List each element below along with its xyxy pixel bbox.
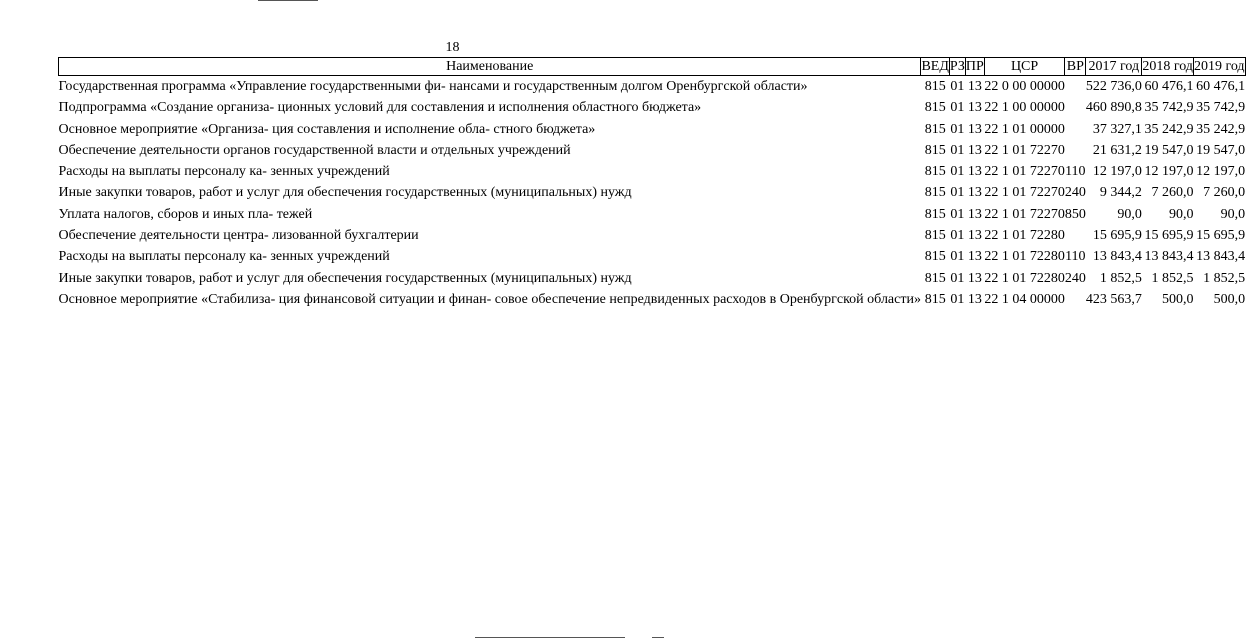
row-ved: 815	[924, 206, 946, 222]
row-2019: 13 843,4	[1196, 249, 1246, 265]
row-pr: 13	[967, 79, 982, 94]
row-pr: 13	[967, 121, 982, 137]
row-2019: 60 476,1	[1196, 79, 1246, 94]
row-vr	[1065, 119, 1086, 140]
row-name: Расходы на выплаты персоналу ка- зенных учреждений	[58, 249, 390, 265]
row-pr: 13	[967, 291, 982, 307]
row-csr: 22 0 00 00000	[984, 79, 1065, 94]
row-csr: 22 1 01 72270	[984, 206, 1065, 222]
row-2017: 423 563,7	[1085, 291, 1142, 307]
row-2019: 35 242,9	[1196, 121, 1246, 137]
table-row	[59, 119, 1246, 140]
table-row	[59, 76, 1246, 98]
row-2018: 15 695,9	[1144, 228, 1194, 244]
row-2017: 522 736,0	[1085, 79, 1142, 94]
row-name: Государственная программа «Управление государственными фи- нансами и государственным долгом Оренбургской области»	[58, 79, 808, 94]
row-2017: 21 631,2	[1092, 142, 1142, 158]
row-2017: 460 890,8	[1085, 100, 1142, 116]
row-vr: 110	[1065, 164, 1086, 180]
header-2019: 2019 год	[1193, 59, 1245, 74]
row-rz: 01	[950, 185, 965, 201]
row-pr: 13	[967, 100, 982, 116]
table-row	[59, 289, 1246, 310]
row-2018: 35 242,9	[1144, 121, 1194, 137]
row-ved: 815	[924, 121, 946, 137]
row-vr	[1065, 76, 1086, 98]
row-name: Основное мероприятие «Организа- ция составления и исполнение обла- стного бюджета»	[58, 121, 596, 137]
row-ved: 815	[924, 291, 946, 307]
row-ved: 815	[924, 270, 946, 286]
header-ved: ВЕД	[921, 59, 949, 74]
row-csr: 22 1 00 00000	[984, 100, 1065, 116]
row-2019: 7 260,0	[1203, 185, 1246, 201]
row-2019: 19 547,0	[1196, 142, 1246, 158]
row-rz: 01	[950, 270, 965, 286]
row-vr	[1065, 97, 1086, 118]
row-pr: 13	[967, 206, 982, 222]
row-ved: 815	[924, 228, 946, 244]
row-2017: 90,0	[1117, 206, 1142, 222]
table-row	[59, 140, 1246, 161]
row-name: Основное мероприятие «Стабилиза- ция финансовой ситуации и финан- совое обеспечение непредвиденных расходов в Оренбургской области»	[58, 291, 921, 307]
header-2017: 2017 год	[1086, 58, 1142, 76]
row-2019: 15 695,9	[1196, 228, 1246, 244]
header-2018: 2018 год	[1142, 59, 1193, 74]
row-rz: 01	[950, 79, 965, 94]
row-2017: 9 344,2	[1099, 185, 1142, 201]
row-2017: 37 327,1	[1092, 121, 1142, 137]
row-2019: 90,0	[1220, 206, 1246, 222]
row-pr: 13	[967, 142, 982, 158]
row-2018: 7 260,0	[1151, 185, 1194, 201]
row-2017: 1 852,5	[1099, 270, 1142, 286]
row-rz: 01	[950, 206, 965, 222]
row-rz: 01	[950, 249, 965, 265]
row-name: Подпрограмма «Создание организа- ционных условий для составления и исполнения областного бюджета»	[58, 100, 702, 116]
header-vr: ВР	[1066, 59, 1084, 74]
row-2017: 12 197,0	[1092, 164, 1142, 180]
scan-artifact-bottom-right	[652, 637, 664, 638]
row-csr: 22 1 04 00000	[984, 291, 1065, 307]
row-2018: 90,0	[1168, 206, 1194, 222]
table-row	[59, 182, 1246, 203]
table-row	[59, 225, 1246, 246]
table-row	[59, 97, 1246, 118]
row-vr: 110	[1065, 249, 1086, 265]
table-row	[59, 246, 1246, 267]
row-2018: 19 547,0	[1144, 142, 1194, 158]
row-pr: 13	[967, 249, 982, 265]
header-name: Наименование	[59, 58, 921, 76]
row-csr: 22 1 01 72270	[984, 164, 1065, 180]
row-rz: 01	[950, 228, 965, 244]
row-vr	[1065, 225, 1086, 246]
row-csr: 22 1 01 72270	[984, 185, 1065, 201]
row-pr: 13	[967, 228, 982, 244]
row-ved: 815	[924, 142, 946, 158]
row-csr: 22 1 01 00000	[984, 121, 1065, 137]
row-2017: 15 695,9	[1092, 228, 1142, 244]
row-csr: 22 1 01 72270	[984, 142, 1065, 158]
row-name: Уплата налогов, сборов и иных пла- тежей	[58, 206, 313, 222]
row-2019: 35 742,9	[1196, 100, 1246, 116]
budget-table	[58, 57, 1246, 310]
row-vr: 240	[1064, 270, 1086, 286]
row-2018: 12 197,0	[1144, 164, 1194, 180]
row-name: Расходы на выплаты персоналу ка- зенных учреждений	[58, 164, 390, 180]
table-row	[59, 204, 1246, 225]
row-ved: 815	[924, 185, 946, 201]
row-vr	[1065, 140, 1086, 161]
scan-artifact-bottom	[475, 637, 625, 638]
header-rz: РЗ	[949, 59, 965, 74]
row-rz: 01	[950, 142, 965, 158]
table-row	[59, 161, 1246, 182]
row-pr: 13	[967, 164, 982, 180]
row-vr: 850	[1064, 206, 1086, 222]
row-vr	[1065, 289, 1086, 310]
row-2018: 13 843,4	[1144, 249, 1194, 265]
header-csr: ЦСР	[984, 58, 1065, 76]
row-2017: 13 843,4	[1092, 249, 1142, 265]
row-2019: 500,0	[1213, 291, 1246, 307]
row-2018: 500,0	[1161, 291, 1194, 307]
row-name: Обеспечение деятельности центра- лизованной бухгалтерии	[58, 228, 419, 244]
row-rz: 01	[950, 100, 965, 116]
row-2018: 35 742,9	[1144, 100, 1194, 116]
table-header-row	[59, 58, 1246, 76]
row-vr: 240	[1064, 185, 1086, 201]
header-pr: ПР	[965, 59, 984, 74]
row-name: Обеспечение деятельности органов государственной власти и отдельных учреждений	[58, 142, 571, 158]
row-rz: 01	[950, 121, 965, 137]
row-csr: 22 1 01 72280	[984, 270, 1065, 286]
row-csr: 22 1 01 72280	[984, 249, 1065, 265]
row-2018: 60 476,1	[1144, 79, 1194, 94]
row-name: Иные закупки товаров, работ и услуг для обеспечения государственных (муниципальных) нужд	[58, 270, 632, 286]
row-ved: 815	[924, 249, 946, 265]
row-2019: 1 852,5	[1203, 270, 1246, 286]
row-rz: 01	[950, 164, 965, 180]
row-ved: 815	[924, 79, 946, 94]
row-rz: 01	[950, 291, 965, 307]
row-ved: 815	[924, 164, 946, 180]
row-name: Иные закупки товаров, работ и услуг для обеспечения государственных (муниципальных) нужд	[58, 185, 632, 201]
row-csr: 22 1 01 72280	[984, 228, 1065, 244]
scan-artifact-top	[258, 0, 318, 1]
row-2019: 12 197,0	[1196, 164, 1246, 180]
row-2018: 1 852,5	[1151, 270, 1194, 286]
row-ved: 815	[924, 100, 946, 116]
table-row	[59, 268, 1246, 289]
page-number: 18	[445, 40, 460, 55]
row-pr: 13	[967, 185, 982, 201]
row-pr: 13	[967, 270, 982, 286]
